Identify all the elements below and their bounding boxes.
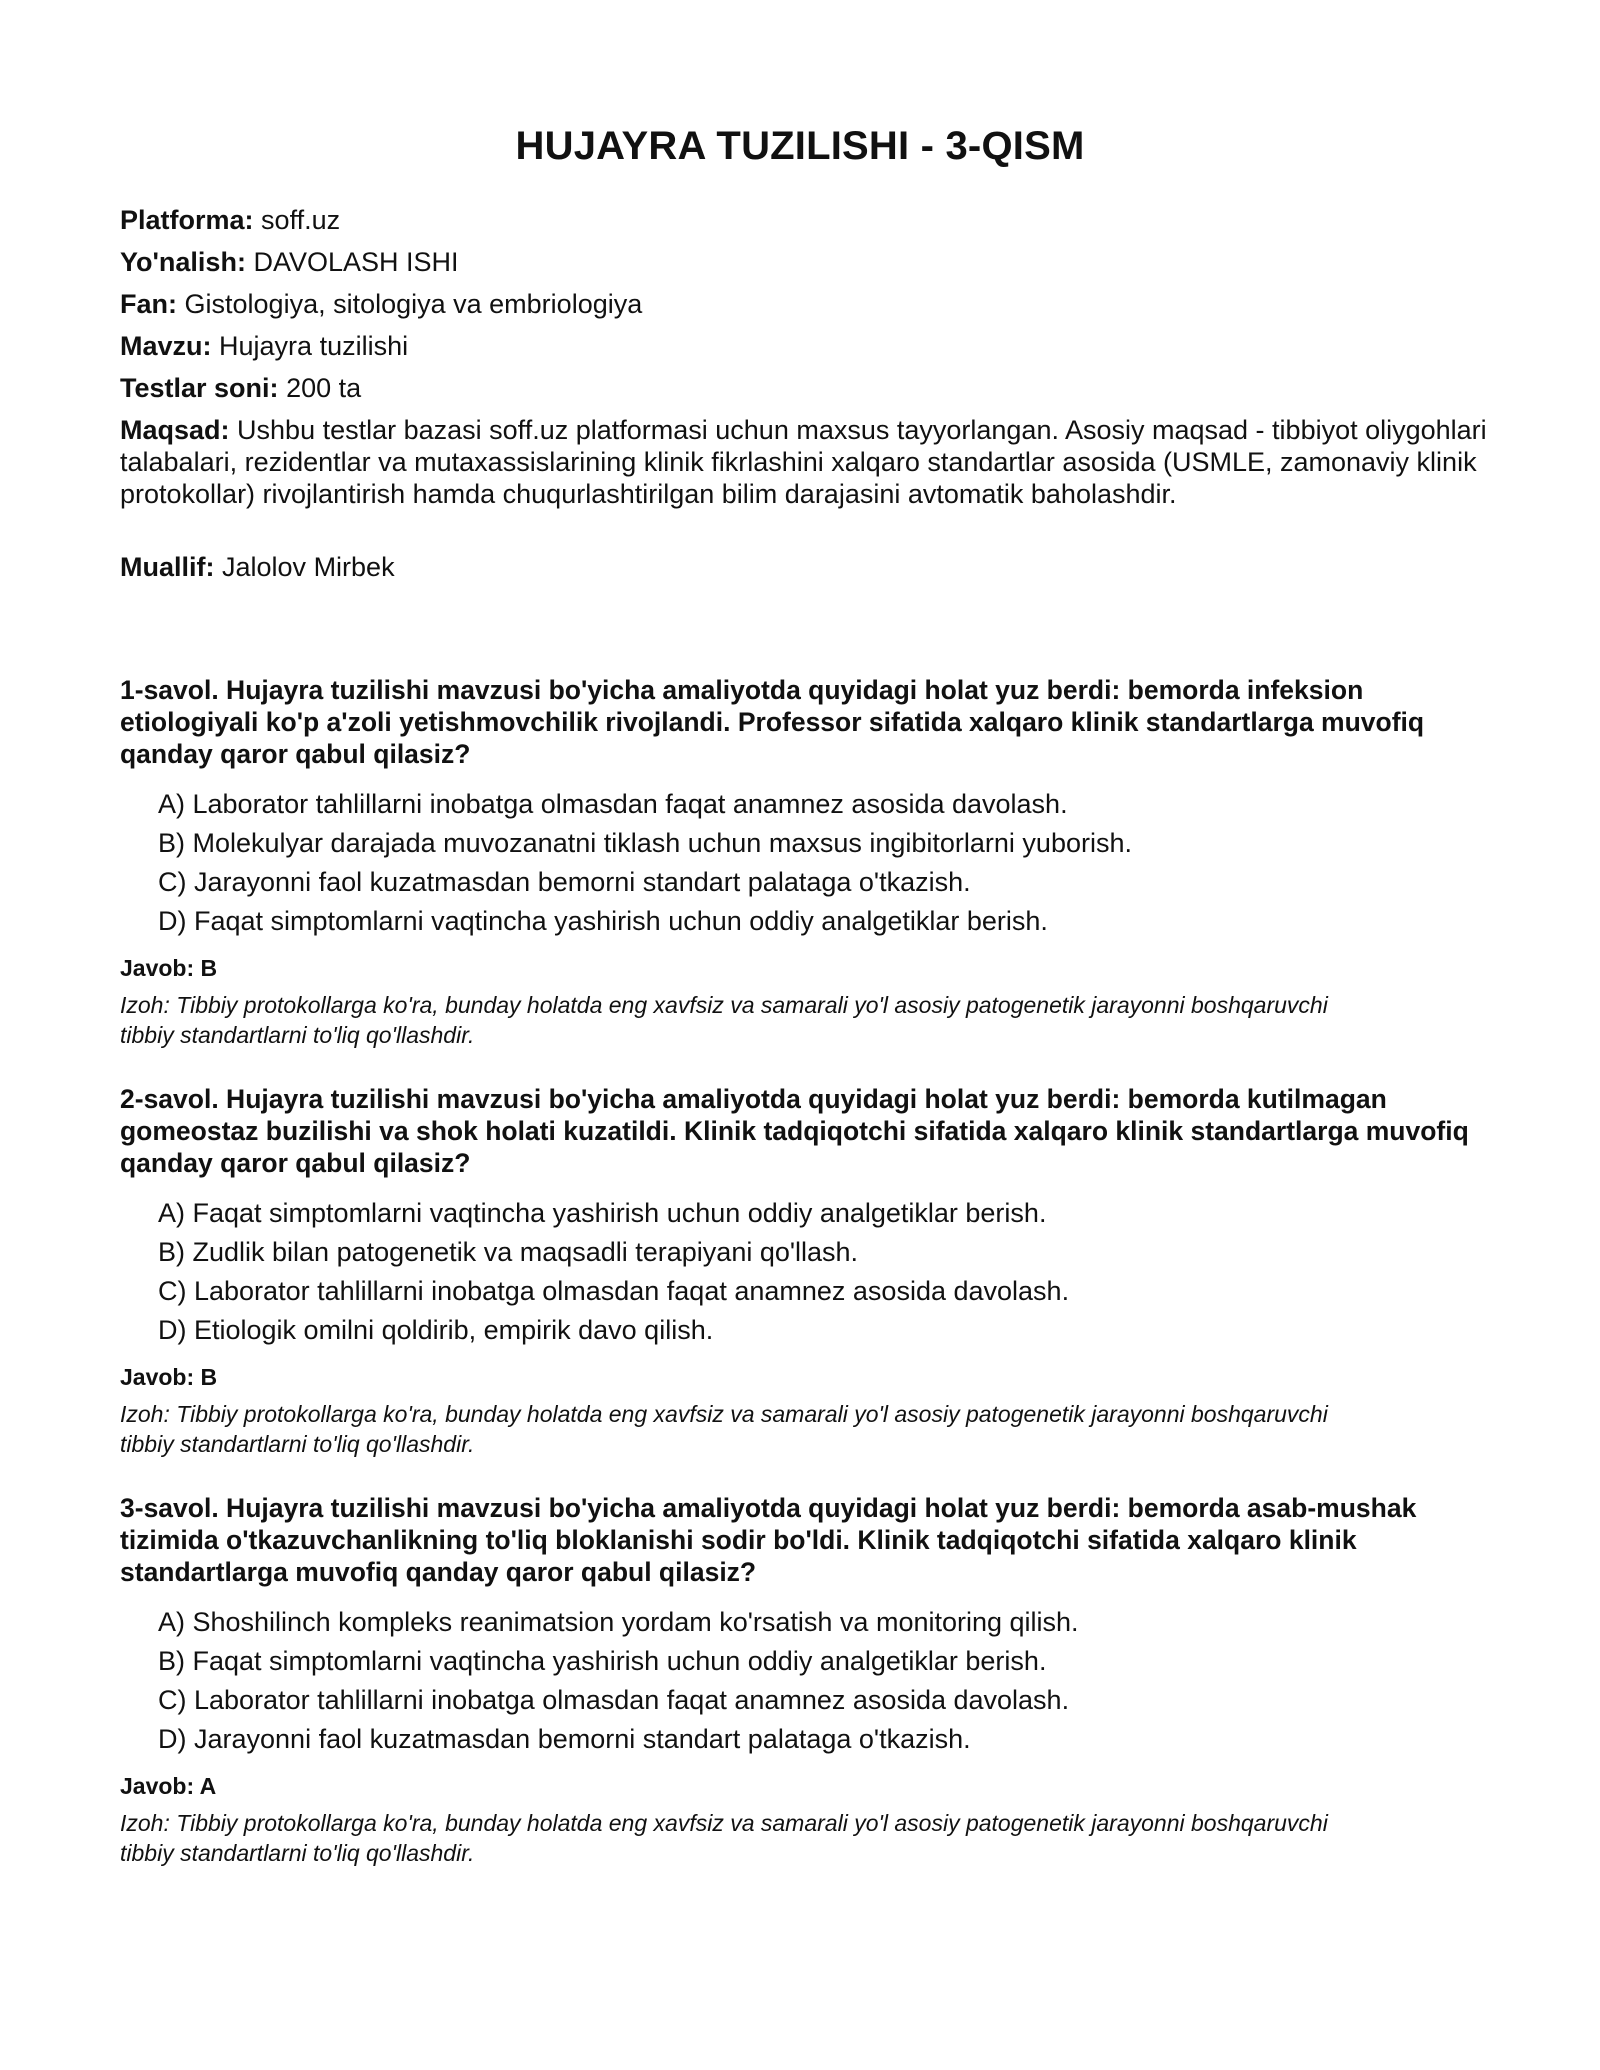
- meta-platform-label: Platforma:: [120, 205, 254, 235]
- meta-author: [120, 551, 1490, 583]
- option-c: C) Laborator tahlillarni inobatga olmasdan faqat anamnez asosida davolash.: [158, 1276, 1070, 1306]
- option-d: D) Jarayonni faol kuzatmasdan bemorni standart palataga o'tkazish.: [158, 1724, 971, 1754]
- meta-direction-value: DAVOLASH ISHI: [253, 247, 459, 277]
- meta-direction-label: Yo'nalish:: [120, 247, 246, 277]
- options-list: [158, 788, 1500, 944]
- explanation-text: Izoh: Tibbiy protokollarga ko'ra, bunday holatda eng xavfsiz va samarali yo'l asosiy patogenetik jarayonni boshqaruvchi tibbiy standartlarni to'liq qo'llashdir.: [120, 1810, 1328, 1866]
- option-a: A) Laborator tahlillarni inobatga olmasdan faqat anamnez asosida davolash.: [158, 789, 1068, 819]
- meta-goal: [120, 414, 1490, 510]
- meta-author-value: Jalolov Mirbek: [222, 552, 395, 582]
- meta-subject-label: Fan:: [120, 289, 177, 319]
- meta-topic-label: Mavzu:: [120, 331, 212, 361]
- explanation-text: Izoh: Tibbiy protokollarga ko'ra, bunday holatda eng xavfsiz va samarali yo'l asosiy patogenetik jarayonni boshqaruvchi tibbiy standartlarni to'liq qo'llashdir.: [120, 1401, 1328, 1457]
- option-a: A) Shoshilinch kompleks reanimatsion yordam ko'rsatish va monitoring qilish.: [158, 1607, 1079, 1637]
- meta-topic: [120, 330, 1490, 362]
- answer-label: Javob: B: [120, 955, 218, 981]
- question-block: [120, 1083, 1500, 1459]
- meta-goal-value: Ushbu testlar bazasi soff.uz platformasi uchun maxsus tayyorlangan. Asosiy maqsad - tibbiyot oliygohlari talabalari, rezidentlar va mutaxassislarining klinik fikrlashini xalqaro standartlar asosida (USMLE, zamonaviy klinik protokollar) rivojlantirish hamda chuqurlashtirilgan bilim darajasini avtomatik baholashdir.: [120, 415, 1487, 509]
- meta-author-label: Muallif:: [120, 552, 215, 582]
- option-d: D) Etiologik omilni qoldirib, empirik davo qilish.: [158, 1315, 714, 1345]
- question-text: 3-savol. Hujayra tuzilishi mavzusi bo'yicha amaliyotda quyidagi holat yuz berdi: bemorda asab-mushak tizimida o'tkazuvchanlikning to'liq bloklanishi sodir bo'ldi. Klinik tadqiqotchi sifatida xalqaro klinik standartlarga muvofiq qanday qaror qabul qilasiz?: [120, 1493, 1417, 1587]
- answer-label: Javob: A: [120, 1773, 217, 1799]
- meta-test-count: [120, 372, 1490, 404]
- option-c: C) Laborator tahlillarni inobatga olmasdan faqat anamnez asosida davolash.: [158, 1685, 1070, 1715]
- document-title: HUJAYRA TUZILISHI - 3-QISM: [515, 124, 1085, 168]
- option-b: B) Zudlik bilan patogenetik va maqsadli terapiyani qo'llash.: [158, 1237, 859, 1267]
- option-b: B) Molekulyar darajada muvozanatni tiklash uchun maxsus ingibitorlarni yuborish.: [158, 828, 1132, 858]
- meta-subject-value: Gistologiya, sitologiya va embriologiya: [184, 289, 643, 319]
- question-text: 1-savol. Hujayra tuzilishi mavzusi bo'yicha amaliyotda quyidagi holat yuz berdi: bemorda infeksion etiologiyali ko'p a'zoli yetishmovchilik rivojlandi. Professor sifatida xalqaro klinik standartlarga muvofiq qanday qaror qabul qilasiz?: [120, 675, 1425, 769]
- question-block: [120, 1492, 1500, 1868]
- options-list: [158, 1606, 1500, 1762]
- meta-test-count-label: Testlar soni:: [120, 373, 279, 403]
- meta-goal-label: Maqsad:: [120, 415, 230, 445]
- explanation-text: Izoh: Tibbiy protokollarga ko'ra, bunday holatda eng xavfsiz va samarali yo'l asosiy patogenetik jarayonni boshqaruvchi tibbiy standartlarni to'liq qo'llashdir.: [120, 992, 1328, 1048]
- option-c: C) Jarayonni faol kuzatmasdan bemorni standart palataga o'tkazish.: [158, 867, 971, 897]
- meta-platform-value: soff.uz: [261, 205, 341, 235]
- meta-platform: [120, 204, 1490, 236]
- meta-direction: [120, 246, 1490, 278]
- meta-test-count-value: 200 ta: [286, 373, 362, 403]
- option-b: B) Faqat simptomlarni vaqtincha yashirish uchun oddiy analgetiklar berish.: [158, 1646, 1047, 1676]
- option-d: D) Faqat simptomlarni vaqtincha yashirish uchun oddiy analgetiklar berish.: [158, 906, 1048, 936]
- options-list: [158, 1197, 1500, 1353]
- meta-subject: [120, 288, 1490, 320]
- answer-label: Javob: B: [120, 1364, 218, 1390]
- question-block: [120, 674, 1500, 1050]
- meta-topic-value: Hujayra tuzilishi: [219, 331, 409, 361]
- question-text: 2-savol. Hujayra tuzilishi mavzusi bo'yicha amaliyotda quyidagi holat yuz berdi: bemorda kutilmagan gomeostaz buzilishi va shok holati kuzatildi. Klinik tadqiqotchi sifatida xalqaro klinik standartlarga muvofiq qanday qaror qabul qilasiz?: [120, 1084, 1469, 1178]
- option-a: A) Faqat simptomlarni vaqtincha yashirish uchun oddiy analgetiklar berish.: [158, 1198, 1047, 1228]
